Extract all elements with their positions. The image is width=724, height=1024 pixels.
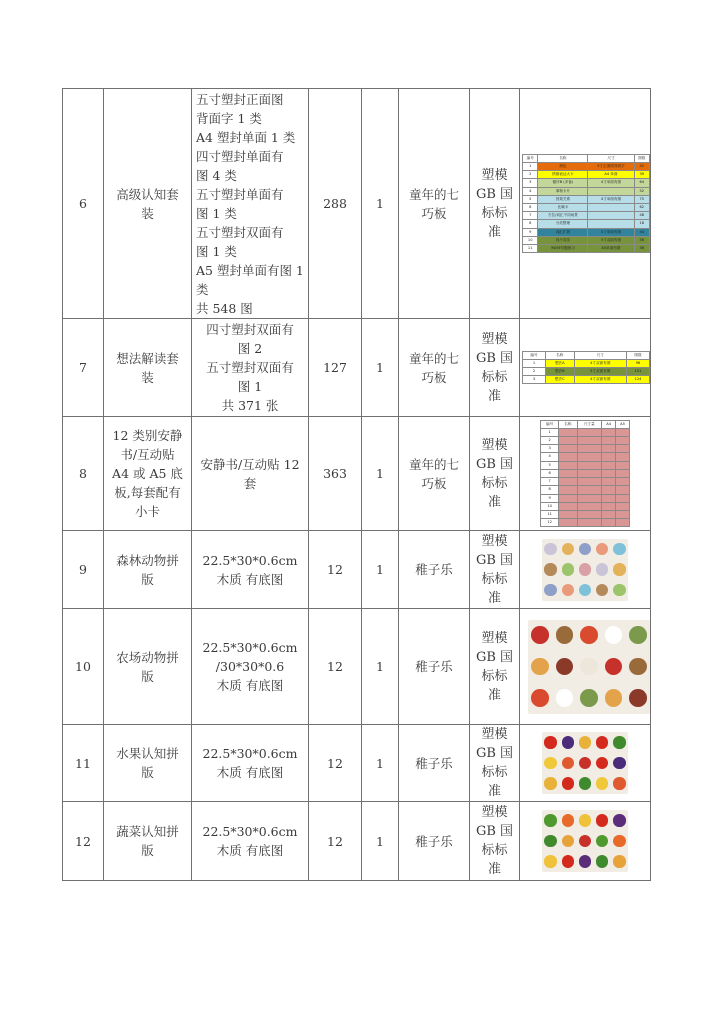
text-line: 塑模 [481,167,508,183]
table-row [63,802,651,881]
text-line: 套 [243,475,257,491]
product-price: 127 [309,319,362,417]
text-line: 准 [487,224,501,240]
text-line: 标标 [481,571,508,587]
text-line: 五寸塑封双面有 [196,224,284,240]
product-brand [399,417,470,531]
product-name [104,89,192,319]
text-line: 巧板 [421,369,447,385]
text-line: 22.5*30*0.6cm [202,824,298,839]
text-line: GB 国 [475,746,514,761]
product-brand [399,802,470,881]
product-quantity: 1 [362,725,399,802]
text-line: 图 2 [237,341,263,356]
text-line: 标标 [481,765,508,780]
text-line: 塑模 [481,331,508,347]
text-line: 装 [141,369,154,385]
text-line: 版 [141,668,154,684]
product-brand [399,89,470,319]
text-line: A4 塑封单面 1 类 [196,129,296,145]
table-row [63,609,651,725]
product-name [104,319,192,417]
text-line: 图 1 类 [196,243,237,259]
product-name [104,609,192,725]
product-name [104,725,192,802]
text-line: 稚子乐 [415,659,453,674]
text-line: 五寸塑封正面图 [196,91,284,107]
text-line: 水果认知拼 [116,746,179,761]
text-line: 标标 [481,205,508,221]
text-line: 安静书/互动贴 12 [200,456,300,472]
text-line: 木质 有底图 [216,678,284,693]
text-line: 五寸塑封单面有 [196,186,284,202]
text-line: A5 塑封单面有图 1 [196,262,304,278]
text-line: 准 [487,862,501,877]
product-price: 12 [309,725,362,802]
text-line: 版 [141,571,154,587]
spreadsheet-thumbnail-pink: 编号 名称 尺寸量 A4 A5 1 2 3 4 5 6 7 8 9 10 11 12 [540,420,630,528]
text-line: GB 国 [475,824,514,839]
product-brand [399,319,470,417]
text-line: 稚子乐 [415,833,453,849]
text-line: A4 或 A5 底 [112,466,183,481]
text-line: 四寸塑封双面有 [206,322,294,337]
product-spec [192,531,309,609]
row-number: 12 [63,802,104,881]
text-line: GB 国 [475,552,514,568]
text-line: 木质 有底图 [216,843,284,858]
vegetable-puzzle-image [542,810,628,872]
row-number: 9 [63,531,104,609]
spreadsheet-thumbnail: 编号 名称 尺寸 图数 1 想法A 4寸双面有图 96 2 想法B 5寸双面有图 151 3 想法C 4寸双面有图 124 [522,351,650,385]
text-line: GB 国 [475,350,514,366]
product-table [62,88,651,881]
text-line: 图 1 [237,379,263,394]
product-price: 12 [309,609,362,725]
text-line: 森林动物拼 [116,552,179,568]
text-line: 童年的七 [408,456,459,472]
text-line: 版 [141,843,154,858]
forest-animal-puzzle-image [542,539,628,601]
text-line: 木质 有底图 [216,571,284,587]
text-line: 标标 [481,843,508,858]
text-line: 22.5*30*0.6cm [202,640,298,655]
text-line: 书/互动贴 [120,447,175,462]
product-quantity: 1 [362,802,399,881]
text-line: 准 [487,388,501,404]
fruit-puzzle-image [542,732,628,794]
text-line: 准 [487,494,501,510]
text-line: 童年的七 [408,350,459,366]
product-standard [470,609,520,725]
text-line: 共 371 张 [221,398,279,413]
text-line: 五寸塑封双面有 [206,360,294,375]
text-line: 板,每套配有 [114,485,181,500]
product-image [520,89,651,319]
row-number: 10 [63,609,104,725]
product-image [520,417,651,531]
text-line: 图 1 类 [196,205,237,221]
product-quantity: 1 [362,319,399,417]
text-line: 装 [141,205,154,221]
row-number: 11 [63,725,104,802]
text-line: 准 [487,590,501,606]
text-line: 农场动物拼 [116,649,179,665]
text-line: 高级认知套 [116,186,179,202]
text-line: 童年的七 [408,186,459,202]
text-line: 塑模 [481,727,508,742]
spreadsheet-thumbnail: 编号 名称 尺寸 图数 1 颜色 5寸正面图背面字 42 2 情绪表达大卡 A4 单面 39 3 循序B (多备) 4寸单面有图 64 4 事物卡片 52 5 因果关系 4寸单面有图 75 6 比喻卡 62 7 方位/词汇不同场景 48 8 分类整理 18 9 词汇扩展 5寸单面有图 44 10 找不同类 5寸双面有图 56 11 5W问句题练习 A5单面有图 36 [522,154,650,253]
product-brand [399,531,470,609]
product-image [520,319,651,417]
text-line: 巧板 [421,475,447,491]
row-number: 7 [63,319,104,417]
text-line: 12 类别安静 [112,428,183,443]
text-line: 稚子乐 [415,755,453,771]
text-line: 22.5*30*0.6cm [202,552,298,568]
text-line: 木质 有底图 [216,765,284,780]
product-name [104,531,192,609]
text-line: 22.5*30*0.6cm [202,746,298,761]
product-spec [192,725,309,802]
text-line: 标标 [481,475,508,491]
product-standard [470,319,520,417]
product-brand [399,725,470,802]
product-name [104,802,192,881]
text-line: /30*30*0.6 [215,659,285,674]
text-line: GB 国 [475,456,514,472]
text-line: 四寸塑封单面有 [196,148,284,164]
product-spec [192,89,309,319]
text-line: 类 [196,281,209,297]
row-number: 6 [63,89,104,319]
text-line: 塑模 [481,805,508,820]
text-line: 塑模 [481,437,508,453]
text-line: 塑模 [481,630,508,646]
product-image [520,609,651,725]
text-line: 标标 [481,369,508,385]
product-image [520,531,651,609]
text-line: GB 国 [475,649,514,665]
text-line: 版 [141,765,154,780]
product-spec [192,319,309,417]
product-standard [470,417,520,531]
text-line: 准 [487,687,501,703]
table-row [63,725,651,802]
product-spec [192,609,309,725]
text-line: 标标 [481,668,508,684]
product-standard [470,725,520,802]
product-standard [470,89,520,319]
table-row [63,89,651,319]
product-price: 12 [309,802,362,881]
product-price: 288 [309,89,362,319]
text-line: 巧板 [421,205,447,221]
farm-animal-puzzle-image [528,620,650,714]
product-spec [192,802,309,881]
text-line: 准 [487,784,501,799]
product-quantity: 1 [362,531,399,609]
text-line: GB 国 [475,186,514,202]
text-line: 蔬菜认知拼 [116,824,179,839]
product-price: 363 [309,417,362,531]
table-row [63,319,651,417]
row-number: 8 [63,417,104,531]
table-row [63,417,651,531]
product-image [520,802,651,881]
text-line: 共 548 图 [196,300,253,316]
product-image [520,725,651,802]
text-line: 小卡 [134,504,160,519]
text-line: 塑模 [481,533,508,549]
product-spec [192,417,309,531]
table-row [63,531,651,609]
product-quantity: 1 [362,89,399,319]
product-standard [470,531,520,609]
product-name [104,417,192,531]
text-line: 稚子乐 [415,562,453,577]
text-line: 图 4 类 [196,167,237,183]
text-line: 想法解读套 [116,350,179,366]
text-line: 背面字 1 类 [196,110,262,126]
product-quantity: 1 [362,417,399,531]
product-standard [470,802,520,881]
product-quantity: 1 [362,609,399,725]
product-brand [399,609,470,725]
product-price: 12 [309,531,362,609]
